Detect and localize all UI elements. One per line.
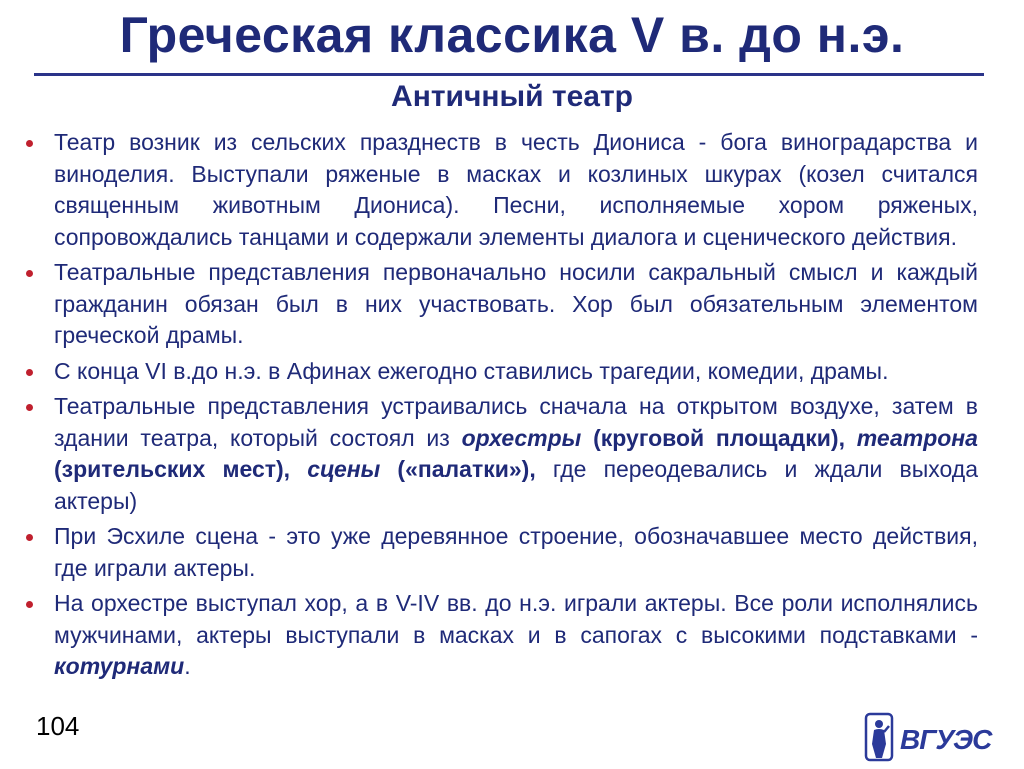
bullet-item-6 xyxy=(22,588,978,683)
slide-subtitle: Античный театр xyxy=(391,80,633,113)
term-kothornoi: котурнами xyxy=(54,653,185,679)
bullet-item-5 xyxy=(22,521,978,584)
title-divider xyxy=(34,73,984,76)
statue-emblem-icon xyxy=(862,708,902,764)
bullet-text-bold: (зрительских мест), xyxy=(54,456,308,482)
bullet-dot-icon xyxy=(26,140,33,147)
bullet-item-4 xyxy=(22,391,978,517)
bullet-text-bold: («палатки»), xyxy=(380,456,536,482)
bullet-dot-icon xyxy=(26,369,33,376)
bullet-dot-icon xyxy=(26,601,33,608)
bullet-text: Театральные представления первоначально носили сакральный смысл и каждый гражданин обязан был в них участвовать. Хор был обязательным элементом греческой драмы. xyxy=(54,259,978,348)
term-skene: сцены xyxy=(307,456,381,482)
term-orchestra: орхестры xyxy=(461,424,582,451)
term-theatron: театрона xyxy=(856,424,978,451)
bullet-dot-icon xyxy=(26,270,33,277)
bullet-text: Театральные представления устраивались сначала на открытом воздухе, затем в здании театра, который состоял из xyxy=(54,393,978,451)
logo-text: ВГУЭС xyxy=(900,724,992,755)
bullet-text: Театр возник из сельских празднеств в честь Диониса - бога виноградарства и виноделия. Выступали ряженые в масках и козлиных шкурах (козел считался священным животным Диониса). Песни, исполняемые хором ряженых, сопровождались танцами и содержали элементы диалога и сценического действия. xyxy=(54,129,978,250)
bullet-item-3 xyxy=(22,356,978,388)
university-logo xyxy=(862,708,1002,764)
slide-title: Греческая классика V в. до н.э. xyxy=(119,7,905,63)
bullet-text: . xyxy=(184,653,191,679)
bullet-text: При Эсхиле сцена - это уже деревянное строение, обозначавшее место действия, где играли актеры. xyxy=(54,523,978,581)
page-number: 104 xyxy=(36,711,80,741)
bullet-dot-icon xyxy=(26,404,33,411)
bullet-dot-icon xyxy=(26,534,33,541)
bullet-text: На орхестре выступал хор, а в V-IV вв. до н.э. играли актеры. Все роли исполнялись мужчинами, актеры выступали в масках и в сапогах с высокими подставками - xyxy=(54,590,978,648)
bullet-list xyxy=(22,127,978,687)
bullet-item-2 xyxy=(22,257,978,352)
bullet-text: С конца VI в.до н.э. в Афинах ежегодно ставились трагедии, комедии, драмы. xyxy=(54,357,889,384)
bullet-text: где переодевались и ждали выхода актеры) xyxy=(54,456,978,514)
bullet-text-bold: (круговой площадки), xyxy=(581,424,857,451)
bullet-item-1 xyxy=(22,127,978,253)
